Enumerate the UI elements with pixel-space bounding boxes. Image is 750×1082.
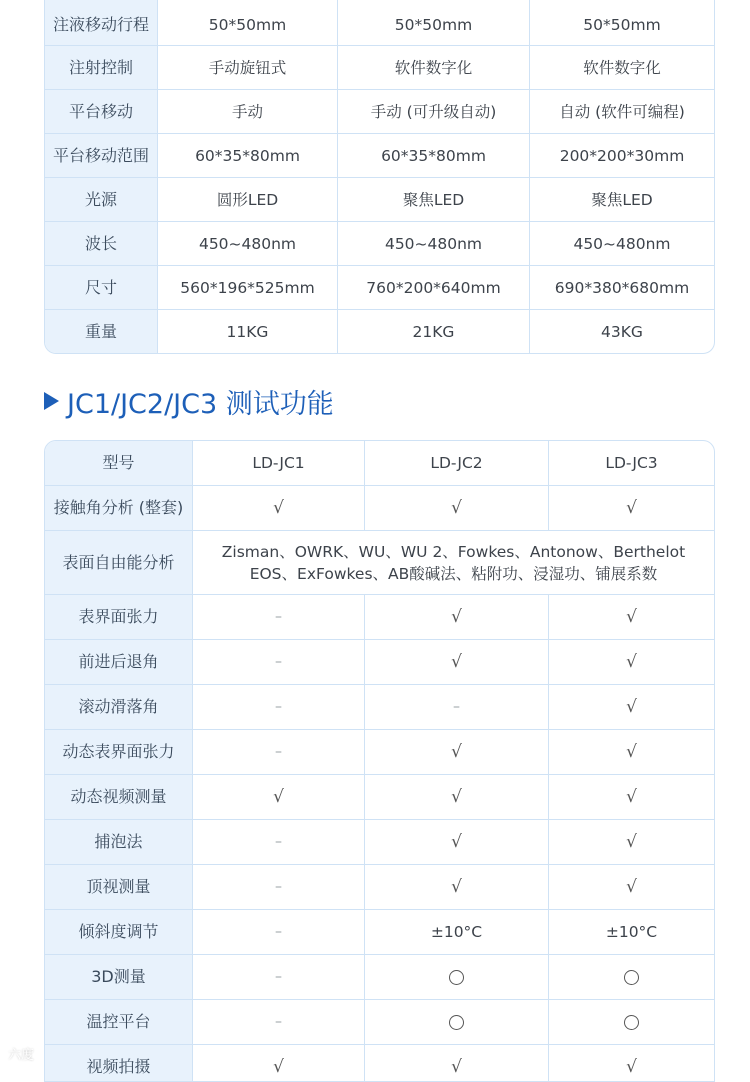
spec-value: 圆形LED	[157, 178, 337, 221]
row-label: 滚动滑落角	[45, 685, 192, 729]
watermark: 六度	[8, 1048, 35, 1063]
optional-circle-icon	[364, 1000, 548, 1044]
spec-value: 60*35*80mm	[337, 134, 529, 177]
spec-value: 450~480nm	[337, 222, 529, 265]
dash-mark: –	[192, 955, 364, 999]
check-mark: √	[548, 486, 714, 530]
check-mark: √	[548, 865, 714, 909]
methods-line: Zisman、OWRK、WU、WU 2、Fowkes、Antonow、Berthelot	[221, 542, 686, 561]
spec-value: 手动 (可升级自动)	[337, 90, 529, 133]
tilt-range: ±10°C	[364, 910, 548, 954]
dash-mark: –	[192, 640, 364, 684]
spec-value: 50*50mm	[157, 0, 337, 45]
table-row	[45, 909, 714, 954]
check-mark: √	[192, 775, 364, 819]
row-label: 视频拍摄	[45, 1045, 192, 1082]
check-mark: √	[548, 820, 714, 864]
check-mark: √	[364, 820, 548, 864]
dash-mark: –	[192, 730, 364, 774]
row-label: 温控平台	[45, 1000, 192, 1044]
methods-line: EOS、ExFowkes、AB酸碱法、粘附功、浸湿功、铺展系数	[249, 564, 658, 583]
check-mark: √	[548, 685, 714, 729]
methods-cell	[192, 531, 714, 594]
function-table	[44, 440, 715, 1082]
spec-label: 注射控制	[45, 46, 157, 89]
table-row	[45, 684, 714, 729]
spec-value: 21KG	[337, 310, 529, 353]
spec-label: 平台移动	[45, 90, 157, 133]
spec-value: 60*35*80mm	[157, 134, 337, 177]
table-row	[45, 1044, 714, 1082]
table-row	[45, 485, 714, 530]
spec-value: 软件数字化	[529, 46, 714, 89]
dash-mark: –	[364, 685, 548, 729]
table-header-row	[45, 441, 714, 485]
row-label: 表界面张力	[45, 595, 192, 639]
row-label: 动态表界面张力	[45, 730, 192, 774]
row-label: 接触角分析 (整套)	[45, 486, 192, 530]
table-row	[45, 594, 714, 639]
spec-value: 690*380*680mm	[529, 266, 714, 309]
row-label: 3D测量	[45, 955, 192, 999]
table-row	[45, 999, 714, 1044]
row-label: 倾斜度调节	[45, 910, 192, 954]
dash-mark: –	[192, 820, 364, 864]
spec-value: 50*50mm	[529, 0, 714, 45]
check-mark: √	[548, 1045, 714, 1082]
spec-value: 手动旋钮式	[157, 46, 337, 89]
spec-row	[45, 89, 714, 133]
spec-value: 11KG	[157, 310, 337, 353]
table-row	[45, 819, 714, 864]
check-mark: √	[364, 730, 548, 774]
check-mark: √	[364, 640, 548, 684]
spec-value: 软件数字化	[337, 46, 529, 89]
check-mark: √	[364, 1045, 548, 1082]
optional-circle-icon	[364, 955, 548, 999]
check-mark: √	[364, 865, 548, 909]
table-row	[45, 954, 714, 999]
spec-label: 重量	[45, 310, 157, 353]
section-heading	[44, 383, 334, 419]
spec-label: 尺寸	[45, 266, 157, 309]
spec-row	[45, 45, 714, 89]
section-title: JC1/JC2/JC3 测试功能	[67, 388, 334, 420]
row-label: 前进后退角	[45, 640, 192, 684]
table-row	[45, 864, 714, 909]
spec-value: 450~480nm	[529, 222, 714, 265]
check-mark: √	[548, 730, 714, 774]
spec-value: 43KG	[529, 310, 714, 353]
spec-value: 50*50mm	[337, 0, 529, 45]
spec-row	[45, 221, 714, 265]
spec-value: 自动 (软件可编程)	[529, 90, 714, 133]
check-mark: √	[364, 486, 548, 530]
spec-value: 450~480nm	[157, 222, 337, 265]
spec-label: 波长	[45, 222, 157, 265]
spec-row	[45, 0, 714, 45]
dash-mark: –	[192, 865, 364, 909]
spec-value: 760*200*640mm	[337, 266, 529, 309]
spec-value: 200*200*30mm	[529, 134, 714, 177]
header-cell: LD-JC2	[364, 441, 548, 485]
table-row	[45, 774, 714, 819]
table-row	[45, 639, 714, 684]
check-mark: √	[192, 1045, 364, 1082]
spec-row	[45, 133, 714, 177]
dash-mark: –	[192, 685, 364, 729]
spec-table	[44, 0, 715, 354]
optional-circle-icon	[548, 1000, 714, 1044]
triangle-bullet-icon	[44, 392, 59, 410]
spec-row	[45, 265, 714, 309]
check-mark: √	[548, 775, 714, 819]
table-row	[45, 729, 714, 774]
dash-mark: –	[192, 910, 364, 954]
spec-label: 平台移动范围	[45, 134, 157, 177]
spec-value: 聚焦LED	[337, 178, 529, 221]
spec-label: 光源	[45, 178, 157, 221]
header-cell: 型号	[45, 441, 192, 485]
row-label: 表面自由能分析	[45, 531, 192, 594]
spec-value: 560*196*525mm	[157, 266, 337, 309]
check-mark: √	[548, 595, 714, 639]
row-label: 捕泡法	[45, 820, 192, 864]
dash-mark: –	[192, 595, 364, 639]
row-label: 顶视测量	[45, 865, 192, 909]
check-mark: √	[192, 486, 364, 530]
dash-mark: –	[192, 1000, 364, 1044]
tilt-range: ±10°C	[548, 910, 714, 954]
row-label: 动态视频测量	[45, 775, 192, 819]
check-mark: √	[548, 640, 714, 684]
spec-value: 手动	[157, 90, 337, 133]
spec-value: 聚焦LED	[529, 178, 714, 221]
spec-row	[45, 177, 714, 221]
header-cell: LD-JC1	[192, 441, 364, 485]
table-row	[45, 530, 714, 594]
check-mark: √	[364, 595, 548, 639]
header-cell: LD-JC3	[548, 441, 714, 485]
check-mark: √	[364, 775, 548, 819]
spec-row	[45, 309, 714, 353]
spec-label: 注液移动行程	[45, 0, 157, 45]
optional-circle-icon	[548, 955, 714, 999]
